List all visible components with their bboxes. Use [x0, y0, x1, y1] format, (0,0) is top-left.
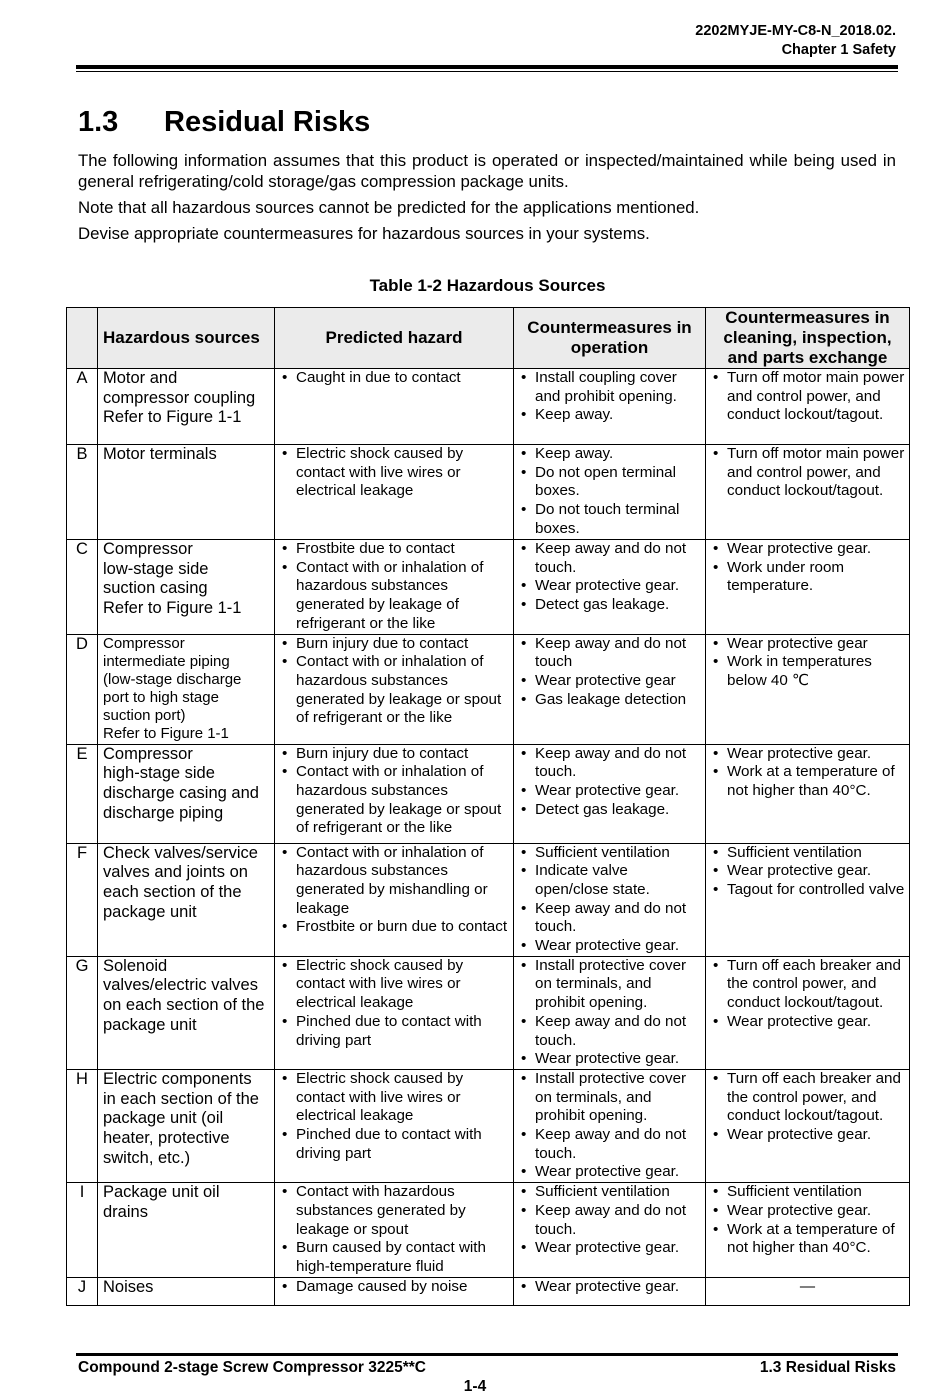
operation-countermeasure-cell [514, 369, 706, 445]
bullet-item: • Work under room temperature. [710, 559, 905, 596]
bullet-item: • Detect gas leakage. [518, 801, 701, 820]
source-line: switch, etc.) [103, 1148, 191, 1167]
column-header-id [67, 308, 98, 369]
bullet-item: • Frostbite due to contact [279, 540, 509, 559]
hazard-list [279, 369, 509, 388]
table-row [67, 540, 910, 635]
maintenance-countermeasure-cell [706, 369, 910, 445]
column-header-maintenance: Countermeasures in cleaning, inspection, and parts exchange [706, 308, 910, 369]
source-line: suction casing [103, 579, 208, 598]
source-line: Electric components [103, 1069, 252, 1088]
source-line: (low-stage discharge [103, 670, 242, 688]
table-row [67, 744, 910, 843]
operation-list [518, 635, 701, 710]
bullet-item: • Sufficient ventilation [518, 1183, 701, 1202]
bullet-item: • Keep away and do not touch. [518, 900, 701, 937]
bullet-item: • Contact with or inhalation of hazardous substances generated by leakage of refrigerant or the like [279, 559, 509, 634]
source-line: in each section of the [103, 1089, 259, 1108]
row-id: H [67, 1069, 98, 1182]
hazardous-sources-table [66, 307, 910, 1306]
bullet-item: • Tagout for controlled valve [710, 881, 905, 900]
operation-countermeasure-cell [514, 1069, 706, 1182]
intro-paragraph: The following information assumes that this product is operated or inspected/maintained while being used in general refrigerating/cold storage/gas compression package units. [78, 151, 896, 191]
row-id: A [67, 369, 98, 445]
bullet-item: • Pinched due to contact with driving part [279, 1013, 509, 1050]
bullet-item: • Frostbite or burn due to contact [279, 918, 509, 937]
source-line: package unit (oil [103, 1109, 224, 1128]
maintenance-list [710, 745, 905, 801]
hazard-source-cell [98, 634, 275, 744]
operation-list [518, 1278, 701, 1297]
source-line: Refer to Figure 1-1 [103, 599, 242, 618]
header-rule [76, 65, 898, 69]
bullet-item: • Caught in due to contact [279, 369, 509, 388]
hazard-source-cell [98, 843, 275, 956]
source-line: Motor and [103, 369, 178, 387]
maintenance-countermeasure-cell [706, 540, 910, 635]
hazard-list [279, 1278, 509, 1297]
hazard-source-cell [98, 445, 275, 540]
operation-list [518, 745, 701, 820]
table-row [67, 1069, 910, 1182]
hazard-list [279, 1070, 509, 1164]
bullet-item: • Electric shock caused by contact with live wires or electrical leakage [279, 957, 509, 1013]
bullet-item: • Wear protective gear. [710, 1126, 905, 1145]
table-row [67, 843, 910, 956]
predicted-hazard-cell [275, 540, 514, 635]
column-header-hazard: Predicted hazard [275, 308, 514, 369]
bullet-item: • Electric shock caused by contact with live wires or electrical leakage [279, 445, 509, 501]
bullet-item: • Burn injury due to contact [279, 745, 509, 764]
bullet-item: • Contact with or inhalation of hazardous substances generated by leakage or spout of refrigerant or the like [279, 763, 509, 838]
hazard-source-cell [98, 744, 275, 843]
bullet-item: • Keep away and do not touch. [518, 745, 701, 782]
source-line: valves/electric valves [103, 976, 258, 995]
bullet-item: • Wear protective gear. [518, 1050, 701, 1069]
operation-list [518, 445, 701, 539]
bullet-item: • Pinched due to contact with driving part [279, 1126, 509, 1163]
bullet-item: • Wear protective gear [710, 635, 905, 654]
bullet-item: • Contact with or inhalation of hazardous substances generated by mishandling or leakage [279, 844, 509, 919]
predicted-hazard-cell [275, 445, 514, 540]
bullet-item: • Sufficient ventilation [710, 844, 905, 863]
operation-countermeasure-cell [514, 956, 706, 1069]
maintenance-list [710, 445, 905, 501]
footer-rule [76, 1353, 898, 1356]
source-line: Refer to Figure 1-1 [103, 724, 229, 742]
hazard-source-cell [98, 956, 275, 1069]
hazard-source-cell [98, 1183, 275, 1278]
bullet-item: • Wear protective gear. [518, 782, 701, 801]
bullet-item: • Wear protective gear. [518, 1278, 701, 1297]
bullet-item: • Detect gas leakage. [518, 596, 701, 615]
table-body [67, 369, 910, 1306]
maintenance-list [710, 540, 905, 596]
maintenance-countermeasure-cell: — [706, 1278, 910, 1306]
bullet-item: • Electric shock caused by contact with live wires or electrical leakage [279, 1070, 509, 1126]
hazard-source-cell [98, 1278, 275, 1306]
bullet-item: • Damage caused by noise [279, 1278, 509, 1297]
bullet-item: • Wear protective gear. [710, 745, 905, 764]
bullet-item: • Sufficient ventilation [710, 1183, 905, 1202]
operation-countermeasure-cell [514, 744, 706, 843]
column-header-source: Hazardous sources [98, 308, 275, 369]
source-line: low-stage side [103, 559, 209, 578]
bullet-item: • Keep away and do not touch. [518, 1202, 701, 1239]
hazard-list [279, 445, 509, 501]
operation-list [518, 540, 701, 615]
operation-countermeasure-cell [514, 634, 706, 744]
table-row [67, 634, 910, 744]
bullet-item: • Install protective cover on terminals, and prohibit opening. [518, 1070, 701, 1126]
source-line: heater, protective [103, 1129, 230, 1148]
document-code: 2202MYJE-MY-C8-N_2018.02. [695, 23, 896, 39]
source-line: Compressor [103, 744, 193, 763]
footer-product-name: Compound 2-stage Screw Compressor 3225**C [78, 1359, 426, 1376]
section-number: 1.3 [78, 106, 119, 138]
bullet-item: • Keep away. [518, 445, 701, 464]
source-line: Compressor [103, 540, 193, 558]
bullet-item: • Wear protective gear. [518, 937, 701, 956]
source-line: package unit [103, 902, 197, 921]
maintenance-countermeasure-cell [706, 634, 910, 744]
hazard-list [279, 540, 509, 634]
source-line: Package unit oil [103, 1183, 220, 1202]
source-line: Noises [103, 1278, 154, 1297]
maintenance-countermeasure-cell [706, 1183, 910, 1278]
row-id: F [67, 843, 98, 956]
source-line: on each section of the [103, 996, 265, 1015]
bullet-item: • Wear protective gear [518, 672, 701, 691]
source-line: discharge casing and [103, 783, 259, 802]
maintenance-list [710, 369, 905, 425]
maintenance-list [710, 957, 905, 1032]
bullet-item: • Wear protective gear. [710, 862, 905, 881]
hazard-list [279, 635, 509, 729]
source-line: discharge piping [103, 803, 224, 822]
bullet-item: • Wear protective gear. [518, 1163, 701, 1182]
bullet-item: • Keep away and do not touch. [518, 540, 701, 577]
maintenance-countermeasure-cell [706, 1069, 910, 1182]
bullet-item: • Turn off motor main power and control power, and conduct lockout/tagout. [710, 369, 905, 425]
operation-list [518, 369, 701, 425]
table-row [67, 445, 910, 540]
bullet-item: • Wear protective gear. [710, 540, 905, 559]
source-line: high-stage side [103, 764, 215, 783]
maintenance-countermeasure-cell [706, 956, 910, 1069]
maintenance-countermeasure-cell [706, 843, 910, 956]
footer-section-name: 1.3 Residual Risks [759, 1359, 896, 1376]
table-row [67, 1278, 910, 1306]
source-line: Refer to Figure 1-1 [103, 408, 242, 427]
bullet-item: • Wear protective gear. [710, 1202, 905, 1221]
page-number: 1-4 [463, 1378, 487, 1395]
hazard-source-cell [98, 1069, 275, 1182]
bullet-item: • Work in temperatures below 40 ℃ [710, 653, 905, 690]
row-id: C [67, 540, 98, 635]
source-line: port to high stage [103, 688, 219, 706]
source-line: Compressor [103, 634, 185, 652]
maintenance-list [710, 1070, 905, 1145]
hazard-list [279, 957, 509, 1051]
maintenance-countermeasure-cell [706, 445, 910, 540]
bullet-item: • Burn caused by contact with high-temperature fluid [279, 1239, 509, 1276]
hazard-list [279, 844, 509, 938]
predicted-hazard-cell [275, 956, 514, 1069]
bullet-item: • Install protective cover on terminals, and prohibit opening. [518, 957, 701, 1013]
operation-list [518, 957, 701, 1069]
maintenance-list [710, 844, 905, 900]
bullet-item: • Keep away. [518, 406, 701, 425]
table-row [67, 369, 910, 445]
source-line: compressor coupling [103, 388, 256, 407]
section-title [78, 104, 370, 140]
hazard-list [279, 745, 509, 839]
bullet-item: • Do not open terminal boxes. [518, 464, 701, 501]
table-header-row [67, 308, 910, 369]
hazard-source-cell [98, 369, 275, 445]
source-line: Motor terminals [103, 445, 217, 463]
bullet-item: • Sufficient ventilation [518, 844, 701, 863]
bullet-item: • Keep away and do not touch. [518, 1013, 701, 1050]
bullet-item: • Contact with hazardous substances generated by leakage or spout [279, 1183, 509, 1239]
operation-countermeasure-cell [514, 1278, 706, 1306]
bullet-item: • Gas leakage detection [518, 691, 701, 710]
predicted-hazard-cell [275, 634, 514, 744]
source-line: each section of the [103, 882, 242, 901]
source-line: suction port) [103, 706, 186, 724]
predicted-hazard-cell [275, 1278, 514, 1306]
bullet-item: • Contact with or inhalation of hazardous substances generated by leakage or spout of refrigerant or the like [279, 653, 509, 728]
bullet-item: • Turn off motor main power and control power, and conduct lockout/tagout. [710, 445, 905, 501]
source-line: valves and joints on [103, 863, 248, 882]
predicted-hazard-cell [275, 369, 514, 445]
intro-text [78, 150, 896, 249]
operation-countermeasure-cell [514, 1183, 706, 1278]
maintenance-list [710, 1183, 905, 1258]
table-row [67, 1183, 910, 1278]
maintenance-countermeasure-cell [706, 744, 910, 843]
section-title-text: Residual Risks [164, 106, 371, 138]
bullet-item: • Wear protective gear. [518, 577, 701, 596]
bullet-item: • Install coupling cover and prohibit opening. [518, 369, 701, 406]
source-line: Check valves/service [103, 843, 258, 862]
predicted-hazard-cell [275, 744, 514, 843]
page-header [695, 22, 896, 60]
source-line: intermediate piping [103, 652, 230, 670]
bullet-item: • Keep away and do not touch. [518, 1126, 701, 1163]
row-id: D [67, 634, 98, 744]
bullet-item: • Work at a temperature of not higher than 40°C. [710, 763, 905, 800]
bullet-item: • Turn off each breaker and the control power, and conduct lockout/tagout. [710, 1070, 905, 1126]
hazard-source-cell [98, 540, 275, 635]
bullet-item: • Wear protective gear. [518, 1239, 701, 1258]
source-line: drains [103, 1202, 148, 1221]
row-id: B [67, 445, 98, 540]
operation-countermeasure-cell [514, 540, 706, 635]
intro-paragraph: Devise appropriate countermeasures for hazardous sources in your systems. [78, 224, 650, 243]
row-id: G [67, 956, 98, 1069]
operation-list [518, 844, 701, 956]
intro-paragraph: Note that all hazardous sources cannot be predicted for the applications mentioned. [78, 198, 700, 217]
bullet-item: • Turn off each breaker and the control power, and conduct lockout/tagout. [710, 957, 905, 1013]
operation-list [518, 1183, 701, 1258]
maintenance-list [710, 635, 905, 691]
source-line: package unit [103, 1015, 197, 1034]
predicted-hazard-cell [275, 1069, 514, 1182]
bullet-item: • Indicate valve open/close state. [518, 862, 701, 899]
chapter-label: Chapter 1 Safety [781, 42, 896, 58]
row-id: J [67, 1278, 98, 1306]
table-row [67, 956, 910, 1069]
predicted-hazard-cell [275, 1183, 514, 1278]
predicted-hazard-cell [275, 843, 514, 956]
hazard-list [279, 1183, 509, 1277]
header-rule-thin [76, 71, 898, 72]
row-id: E [67, 744, 98, 843]
row-id: I [67, 1183, 98, 1278]
bullet-item: • Keep away and do not touch [518, 635, 701, 672]
operation-list [518, 1070, 701, 1182]
operation-countermeasure-cell [514, 445, 706, 540]
bullet-item: • Work at a temperature of not higher than 40°C. [710, 1221, 905, 1258]
column-header-operation: Countermeasures in operation [514, 308, 706, 369]
table-caption: Table 1-2 Hazardous Sources [369, 276, 606, 295]
bullet-item: • Burn injury due to contact [279, 635, 509, 654]
bullet-item: • Wear protective gear. [710, 1013, 905, 1032]
source-line: Solenoid [103, 956, 168, 975]
bullet-item: • Do not touch terminal boxes. [518, 501, 701, 538]
operation-countermeasure-cell [514, 843, 706, 956]
